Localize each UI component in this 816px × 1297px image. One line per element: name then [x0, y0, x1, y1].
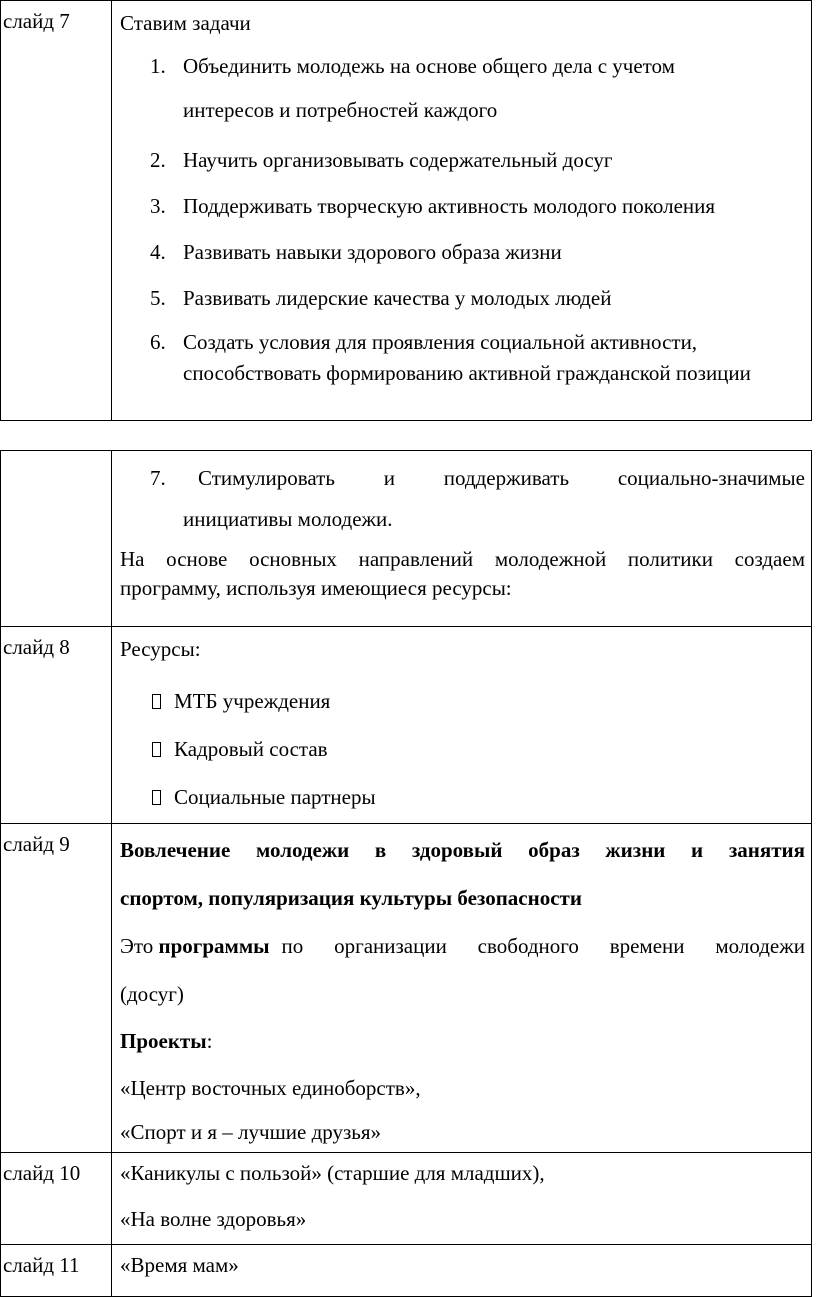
list-text: Кадровый состав	[174, 737, 328, 761]
list-item	[152, 725, 805, 773]
list-number: 6.	[150, 330, 166, 354]
slide-content-cell	[112, 1153, 812, 1245]
slide-label-cell	[1, 1245, 112, 1297]
task-list	[120, 49, 805, 395]
list-text: Стимулировать и поддерживать социально-значимые	[198, 466, 805, 490]
list-item-continuation	[150, 83, 805, 137]
slide7-table	[0, 0, 812, 421]
slide-label-cell	[1, 1153, 112, 1245]
list-item	[150, 229, 805, 275]
checkbox-bullet-icon	[152, 694, 161, 709]
list-text: Развивать навыки здорового образа жизни	[183, 240, 562, 264]
list-text: Развивать лидерские качества у молодых людей	[183, 286, 612, 310]
slide-content-cell	[112, 627, 812, 824]
text-line: (досуг)	[120, 982, 184, 1006]
bold-heading-line: Вовлечение молодежи в здоровый образ жизни и занятия	[120, 838, 805, 862]
paragraph: На основе основных направлений молодежной политики создаем программу, используя имеющиеся ресурсы:	[120, 547, 805, 600]
list-item	[150, 137, 805, 183]
table-row	[1, 627, 812, 824]
list-item	[150, 49, 805, 83]
list-text: Научить организовывать содержательный досуг	[183, 148, 613, 172]
list-number: 5.	[150, 286, 166, 310]
checkbox-bullet-icon	[152, 790, 161, 805]
checkbox-bullet-icon	[152, 742, 161, 757]
list-item	[150, 327, 805, 395]
slides-table	[0, 450, 812, 1297]
table-row	[1, 1245, 812, 1297]
text-line: «Каникулы с пользой» (старшие для младших),	[120, 1161, 545, 1185]
text-line: «На волне здоровья»	[120, 1207, 307, 1231]
list-item	[152, 677, 805, 725]
list-item	[152, 773, 805, 821]
slide-content-cell	[112, 1245, 812, 1297]
slide-label: слайд 11	[3, 1253, 80, 1277]
resource-list	[120, 677, 805, 823]
slide-label-cell	[1, 1, 112, 421]
list-item	[150, 275, 805, 321]
list-text: Объединить молодежь на основе общего дела с учетом	[183, 54, 675, 78]
list-text-continuation: инициативы молодежи.	[183, 507, 393, 531]
slide-label: слайд 9	[3, 832, 70, 856]
project-item: «Центр восточных единоборств»,	[120, 1076, 421, 1100]
list-item	[150, 463, 805, 493]
section-heading: Ставим задачи	[120, 11, 251, 35]
bold-heading-line: спортом, популяризация культуры безопасности	[120, 886, 582, 910]
slide-label-cell	[1, 451, 112, 627]
list-item	[150, 183, 805, 229]
list-number: 4.	[150, 240, 166, 264]
projects-label: Проекты:	[120, 1029, 213, 1053]
list-text: Поддерживать творческую активность молодого поколения	[183, 194, 716, 218]
section-heading: Ресурсы:	[120, 637, 201, 661]
table-row	[1, 451, 812, 627]
slide-content-cell	[112, 451, 812, 627]
list-text: интересов и потребностей каждого	[183, 98, 498, 122]
slide-label-cell	[1, 824, 112, 1153]
project-item: «Спорт и я – лучшие друзья»	[120, 1120, 382, 1144]
slide-label: слайд 10	[3, 1161, 81, 1185]
list-text: Создать условия для проявления социальной активности, способствовать формированию активной гражданской позиции	[183, 330, 751, 385]
table-row	[1, 1, 812, 421]
slide-content-cell	[112, 1, 812, 421]
program-line: Это программы по организации свободного времени молодежи	[120, 934, 805, 958]
text-line: «Время мам»	[120, 1253, 239, 1277]
list-text: Социальные партнеры	[174, 785, 376, 809]
list-text: МТБ учреждения	[174, 689, 331, 713]
table-row	[1, 824, 812, 1153]
list-number: 1.	[150, 54, 166, 78]
table-row	[1, 1153, 812, 1245]
slide-label: слайд 8	[3, 635, 70, 659]
list-number: 3.	[150, 194, 166, 218]
slide-label-cell	[1, 627, 112, 824]
list-number: 7.	[150, 466, 166, 490]
slide-content-cell	[112, 824, 812, 1153]
slide-label: слайд 7	[3, 9, 70, 33]
list-number: 2.	[150, 148, 166, 172]
